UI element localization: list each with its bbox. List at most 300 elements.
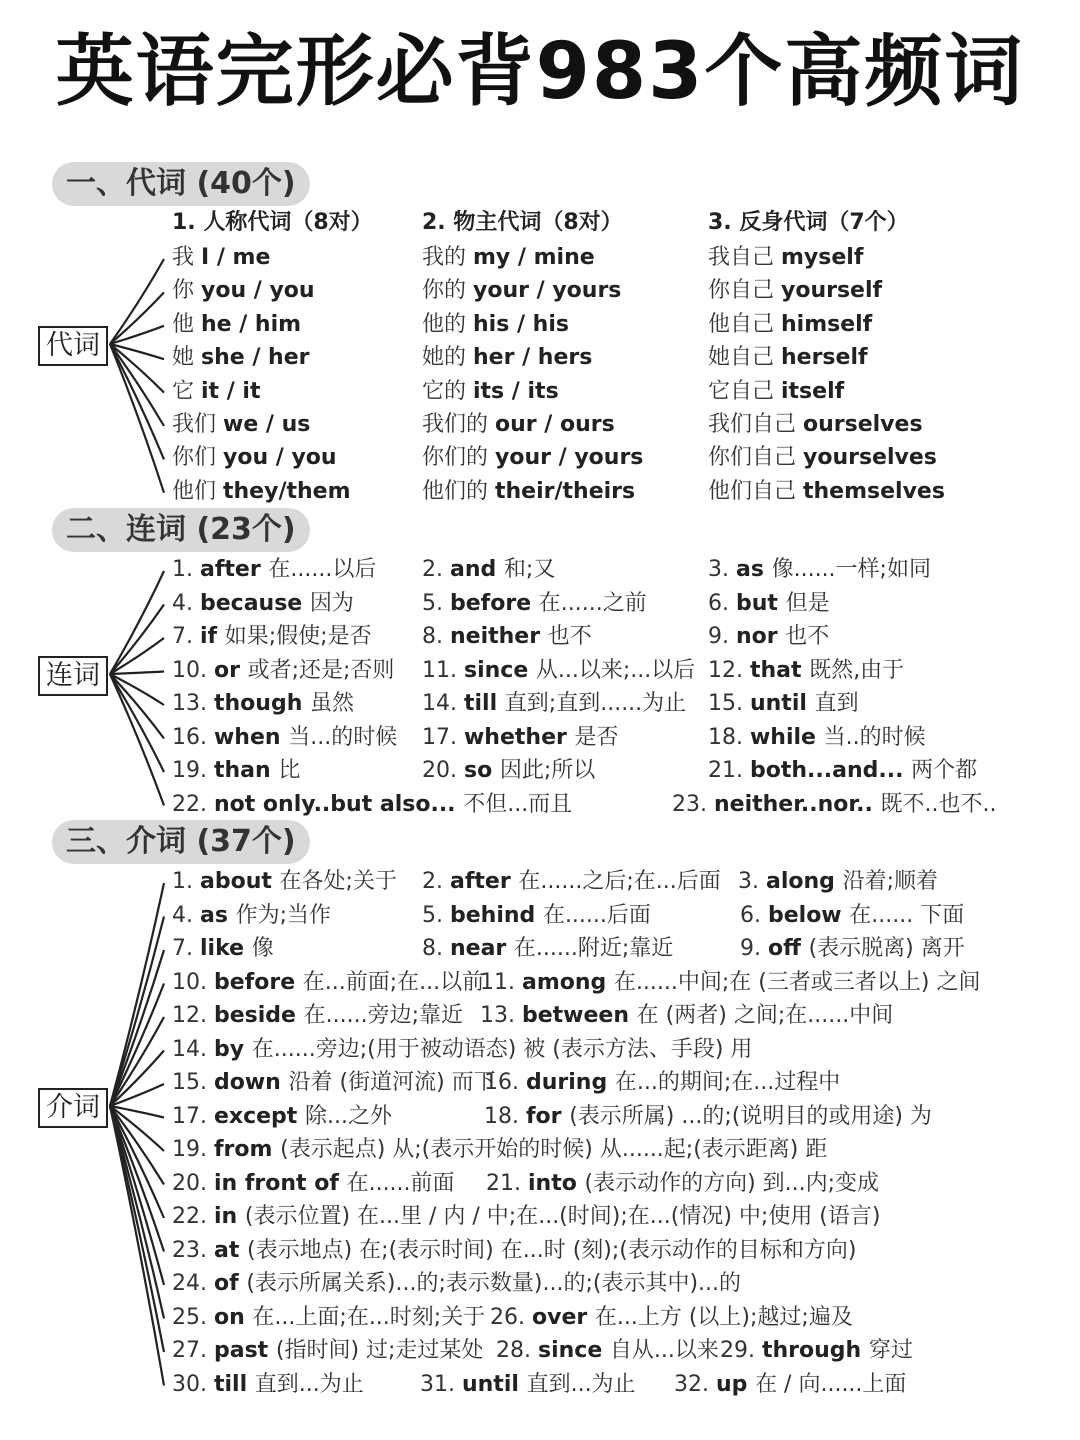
item-chinese: 她自己 bbox=[708, 345, 781, 371]
item-chinese: 在......前面 bbox=[346, 1170, 455, 1196]
item-number: 8. bbox=[422, 936, 450, 961]
item-chinese: 是否 bbox=[574, 724, 619, 750]
item-number: 17. bbox=[422, 724, 464, 750]
item-number: 19. bbox=[172, 1137, 214, 1162]
item-chinese: 在......中间;在 (三者或三者以上) 之间 bbox=[613, 969, 981, 995]
item-english: whether bbox=[463, 724, 575, 750]
item-chinese: 你自己 bbox=[708, 278, 781, 304]
item-chinese: 他 bbox=[172, 311, 201, 337]
item-english: until bbox=[461, 1371, 527, 1397]
item-number: 23. bbox=[672, 791, 714, 817]
item-number: 16. bbox=[172, 724, 214, 750]
item-chinese: 作为;当作 bbox=[235, 902, 332, 928]
section-heading-conjunctions: 二、连词 (23个) bbox=[52, 508, 310, 552]
item-english: our / ours bbox=[495, 412, 615, 437]
item-number: 19. bbox=[172, 758, 214, 783]
item-chinese: 在......附近;靠近 bbox=[513, 936, 674, 961]
column-header bbox=[708, 208, 909, 238]
list-item bbox=[674, 1370, 906, 1400]
item-english: I / me bbox=[201, 245, 271, 270]
item-english: not only..but also... bbox=[213, 791, 464, 817]
item-number: 22. bbox=[172, 791, 214, 817]
item-english: myself bbox=[781, 245, 864, 270]
list-item bbox=[708, 343, 868, 373]
item-chinese: 在......后面 bbox=[542, 902, 651, 928]
item-english: for bbox=[525, 1103, 570, 1129]
bracket-line bbox=[110, 674, 164, 806]
item-number: 21. bbox=[486, 1170, 528, 1196]
list-item bbox=[172, 723, 397, 753]
item-number: 3. bbox=[708, 557, 736, 582]
list-item bbox=[484, 1102, 932, 1132]
list-item bbox=[708, 756, 977, 786]
item-chinese: 我自己 bbox=[708, 245, 781, 270]
list-item bbox=[172, 343, 309, 373]
list-item bbox=[172, 555, 376, 585]
item-number: 22. bbox=[172, 1204, 214, 1229]
item-english: since bbox=[463, 657, 536, 683]
item-english: after bbox=[449, 869, 519, 894]
bracket-line bbox=[110, 950, 164, 1106]
item-english: because bbox=[199, 590, 310, 616]
item-english: you / you bbox=[201, 278, 315, 304]
bracket-line bbox=[110, 674, 164, 739]
item-english: after bbox=[199, 557, 269, 582]
item-number: 18. bbox=[708, 724, 750, 750]
item-english: as bbox=[735, 557, 772, 582]
column-header-text: 2. 物主代词（8对） bbox=[422, 210, 623, 235]
item-chinese: 我 bbox=[172, 245, 201, 270]
item-chinese: 我们的 bbox=[422, 412, 495, 437]
list-item bbox=[480, 1001, 893, 1031]
category-box-conjunctions: 连词 bbox=[38, 656, 108, 696]
item-chinese: 既然,由于 bbox=[809, 657, 905, 683]
item-english: himself bbox=[781, 311, 873, 337]
item-number: 29. bbox=[720, 1338, 762, 1363]
list-item bbox=[172, 377, 260, 407]
list-item bbox=[708, 656, 904, 686]
item-english: at bbox=[213, 1237, 248, 1263]
item-chinese: (表示所属关系)...的;表示数量)...的;(表示其中)...的 bbox=[246, 1271, 742, 1296]
item-chinese: 你的 bbox=[422, 278, 473, 304]
list-item bbox=[172, 1068, 496, 1098]
list-item bbox=[420, 1370, 636, 1400]
item-english: over bbox=[531, 1304, 595, 1330]
item-english: her / hers bbox=[473, 345, 593, 371]
list-item bbox=[172, 1303, 485, 1333]
item-english: they/them bbox=[223, 478, 351, 504]
item-chinese: 在......以后 bbox=[268, 557, 377, 582]
item-chinese: (表示地点) 在;(表示时间) 在...时 (刻);(表示动作的目标和方向) bbox=[247, 1237, 857, 1263]
item-chinese: 如果;假使;是否 bbox=[224, 624, 372, 649]
item-chinese: 他的 bbox=[422, 311, 473, 337]
list-item bbox=[422, 689, 686, 719]
item-chinese: 像 bbox=[251, 936, 274, 961]
item-number: 15. bbox=[172, 1070, 214, 1095]
item-number: 26. bbox=[490, 1304, 532, 1330]
item-english: while bbox=[749, 724, 824, 750]
item-number: 7. bbox=[172, 624, 200, 649]
item-english: nor bbox=[735, 624, 786, 649]
item-chinese: 在......之前 bbox=[538, 590, 647, 616]
item-number: 10. bbox=[172, 969, 214, 995]
item-number: 14. bbox=[422, 691, 464, 716]
bracket-line bbox=[110, 605, 164, 675]
item-english: and bbox=[449, 557, 504, 582]
item-number: 11. bbox=[422, 657, 464, 683]
item-english: neither bbox=[449, 624, 548, 649]
item-chinese: 因为 bbox=[309, 590, 354, 616]
item-number: 15. bbox=[708, 691, 750, 716]
bracket-line bbox=[110, 883, 164, 1106]
list-item bbox=[708, 555, 931, 585]
item-chinese: 和;又 bbox=[503, 557, 556, 582]
item-number: 20. bbox=[422, 758, 464, 783]
item-number: 2. bbox=[422, 557, 450, 582]
item-number: 12. bbox=[172, 1003, 214, 1028]
list-item bbox=[422, 622, 592, 652]
list-item bbox=[672, 790, 996, 820]
item-english: or bbox=[213, 657, 248, 683]
list-item bbox=[422, 477, 635, 507]
list-item bbox=[720, 1336, 913, 1366]
list-item bbox=[708, 477, 945, 507]
item-number: 24. bbox=[172, 1271, 214, 1296]
item-english: on bbox=[213, 1304, 253, 1330]
list-item bbox=[422, 656, 695, 686]
list-item bbox=[422, 243, 595, 273]
item-chinese: (指时间) 过;走过某处 bbox=[275, 1338, 484, 1363]
item-chinese: (表示所属) ...的;(说明目的或用途) 为 bbox=[569, 1103, 932, 1129]
item-chinese: 从...以来;...以后 bbox=[535, 657, 696, 683]
item-number: 13. bbox=[480, 1003, 522, 1028]
bracket-line bbox=[110, 1017, 164, 1106]
item-chinese: (表示起点) 从;(表示开始的时候) 从......起;(表示距离) 距 bbox=[280, 1137, 828, 1162]
list-item bbox=[422, 443, 643, 473]
list-item bbox=[422, 901, 651, 931]
bracket-line bbox=[110, 344, 164, 426]
item-number: 20. bbox=[172, 1170, 214, 1196]
item-number: 6. bbox=[740, 902, 768, 928]
item-english: its / its bbox=[473, 378, 559, 404]
item-chinese: 在...... 下面 bbox=[849, 902, 965, 928]
item-chinese: 它的 bbox=[422, 378, 473, 404]
list-item bbox=[172, 1135, 827, 1165]
item-chinese: 虽然 bbox=[310, 691, 355, 716]
item-number: 9. bbox=[708, 624, 736, 649]
item-english: beside bbox=[213, 1003, 304, 1028]
item-english: off bbox=[767, 936, 809, 961]
bracket-line bbox=[110, 344, 164, 359]
item-number: 6. bbox=[708, 590, 736, 616]
item-chinese: 也不 bbox=[785, 624, 830, 649]
item-number: 10. bbox=[172, 657, 214, 683]
item-chinese: 直到 bbox=[814, 691, 859, 716]
item-chinese: 沿着;顺着 bbox=[842, 869, 938, 894]
item-english: itself bbox=[781, 378, 845, 404]
item-chinese: 在...上方 (以上);越过;遍及 bbox=[594, 1304, 853, 1330]
item-english: along bbox=[765, 869, 843, 894]
list-item bbox=[422, 589, 647, 619]
list-item bbox=[422, 555, 555, 585]
item-number: 11. bbox=[480, 969, 522, 995]
list-item bbox=[172, 1102, 392, 1132]
item-chinese: 它 bbox=[172, 378, 201, 404]
item-chinese: 直到...为止 bbox=[254, 1371, 364, 1397]
item-english: by bbox=[213, 1036, 252, 1062]
item-number: 8. bbox=[422, 624, 450, 649]
bracket-line bbox=[110, 1106, 164, 1151]
list-item bbox=[172, 1370, 364, 1400]
item-number: 25. bbox=[172, 1304, 214, 1330]
item-chinese: 在 (两者) 之间;在......中间 bbox=[636, 1003, 894, 1028]
item-number: 23. bbox=[172, 1237, 214, 1263]
item-number: 4. bbox=[172, 590, 200, 616]
item-english: when bbox=[213, 724, 289, 750]
item-chinese: 自从...以来 bbox=[609, 1338, 719, 1363]
list-item bbox=[708, 443, 937, 473]
item-english: until bbox=[749, 691, 815, 716]
bracket-line bbox=[110, 638, 164, 674]
item-chinese: 你们 bbox=[172, 445, 223, 471]
item-number: 27. bbox=[172, 1338, 214, 1363]
bracket-line bbox=[110, 326, 164, 344]
item-chinese: 它自己 bbox=[708, 378, 781, 404]
item-number: 14. bbox=[172, 1036, 214, 1062]
item-chinese: 我们 bbox=[172, 412, 223, 437]
column-header bbox=[172, 208, 373, 238]
item-number: 2. bbox=[422, 869, 450, 894]
item-english: behind bbox=[449, 902, 543, 928]
bracket-line bbox=[110, 674, 164, 772]
list-item bbox=[422, 343, 592, 373]
list-item bbox=[422, 276, 621, 306]
list-item bbox=[172, 622, 372, 652]
item-english: near bbox=[449, 936, 514, 961]
list-item bbox=[172, 1035, 752, 1065]
item-number: 12. bbox=[708, 657, 750, 683]
item-english: neither..nor.. bbox=[713, 791, 881, 817]
bracket-line bbox=[110, 1106, 164, 1319]
list-item bbox=[708, 377, 844, 407]
list-item bbox=[708, 622, 829, 652]
bracket-line bbox=[110, 1106, 164, 1285]
item-number: 18. bbox=[484, 1103, 526, 1129]
item-english: yourself bbox=[781, 278, 883, 304]
item-chinese: 你们自己 bbox=[708, 445, 803, 471]
bracket-line bbox=[110, 344, 164, 393]
item-chinese: 比 bbox=[278, 758, 301, 783]
category-box-prepositions: 介词 bbox=[38, 1088, 108, 1128]
bracket-line bbox=[110, 571, 164, 674]
list-item bbox=[172, 443, 337, 473]
item-number: 28. bbox=[496, 1338, 538, 1363]
item-chinese: 在......旁边;(用于被动语态) 被 (表示方法、手段) 用 bbox=[251, 1036, 753, 1062]
list-item bbox=[422, 377, 559, 407]
item-chinese: 直到...为止 bbox=[526, 1371, 636, 1397]
item-english: your / yours bbox=[473, 278, 622, 304]
bracket-line bbox=[110, 672, 164, 675]
list-item bbox=[172, 1001, 463, 1031]
item-chinese: 你们的 bbox=[422, 445, 495, 471]
item-english: his / his bbox=[473, 311, 569, 337]
column-header-text: 1. 人称代词（8对） bbox=[172, 210, 373, 235]
list-item bbox=[172, 477, 351, 507]
item-chinese: 在各处;关于 bbox=[279, 869, 397, 894]
item-english: we / us bbox=[223, 412, 311, 437]
item-number: 3. bbox=[738, 869, 766, 894]
item-english: till bbox=[463, 691, 505, 716]
item-number: 31. bbox=[420, 1371, 462, 1397]
item-number: 1. bbox=[172, 869, 200, 894]
item-english: through bbox=[761, 1338, 869, 1363]
list-item bbox=[172, 1236, 856, 1266]
list-item bbox=[172, 1336, 483, 1366]
list-item bbox=[172, 756, 300, 786]
item-chinese: 像......一样;如同 bbox=[771, 557, 931, 582]
item-english: between bbox=[521, 1003, 637, 1028]
item-english: but bbox=[735, 590, 786, 616]
list-item bbox=[496, 1336, 719, 1366]
item-english: till bbox=[213, 1371, 255, 1397]
item-number: 30. bbox=[172, 1371, 214, 1397]
item-chinese: 既不..也不.. bbox=[880, 791, 997, 817]
item-english: before bbox=[213, 969, 303, 995]
list-item bbox=[172, 1202, 880, 1232]
bracket-line bbox=[110, 1106, 164, 1386]
item-english: than bbox=[213, 758, 279, 783]
item-number: 16. bbox=[484, 1070, 526, 1095]
item-english: about bbox=[199, 869, 280, 894]
item-english: in front of bbox=[213, 1170, 347, 1196]
list-item bbox=[708, 589, 830, 619]
bracket-line bbox=[110, 1106, 164, 1252]
item-chinese: 她 bbox=[172, 345, 201, 371]
item-chinese: 沿着 (街道河流) 而下 bbox=[288, 1070, 496, 1095]
item-english: my / mine bbox=[473, 245, 595, 270]
item-chinese: 也不 bbox=[547, 624, 592, 649]
list-item bbox=[422, 410, 615, 440]
item-english: below bbox=[767, 902, 850, 928]
item-english: he / him bbox=[201, 311, 302, 337]
item-chinese: 在...上面;在...时刻;关于 bbox=[252, 1304, 486, 1330]
list-item bbox=[738, 867, 938, 897]
list-item bbox=[172, 934, 274, 964]
item-number: 5. bbox=[422, 902, 450, 928]
list-item bbox=[708, 410, 923, 440]
bracket-line bbox=[110, 1106, 164, 1352]
item-chinese: 在......之后;在...后面 bbox=[518, 869, 721, 894]
list-item bbox=[422, 756, 595, 786]
item-english: into bbox=[527, 1170, 585, 1196]
item-english: she / her bbox=[201, 345, 310, 371]
bracket-line bbox=[110, 344, 164, 493]
item-chinese: 我的 bbox=[422, 245, 473, 270]
list-item bbox=[740, 901, 964, 931]
list-item bbox=[422, 867, 721, 897]
item-english: their/theirs bbox=[495, 478, 636, 504]
item-chinese: (表示脱离) 离开 bbox=[808, 936, 965, 961]
item-chinese: 在...前面;在...以前 bbox=[302, 969, 485, 995]
item-chinese: 她的 bbox=[422, 345, 473, 371]
bracket-line bbox=[110, 259, 164, 344]
item-chinese: 他们自己 bbox=[708, 478, 803, 504]
item-chinese: (表示位置) 在...里 / 内 / 中;在...(时间);在...(情况) 中;使用 (语言) bbox=[244, 1204, 881, 1229]
list-item bbox=[172, 968, 484, 998]
item-chinese: 在 / 向......上面 bbox=[755, 1371, 907, 1397]
list-item bbox=[172, 410, 310, 440]
bracket-line bbox=[110, 1051, 164, 1107]
bracket-line bbox=[110, 1106, 164, 1185]
list-item bbox=[490, 1303, 853, 1333]
item-number: 5. bbox=[422, 590, 450, 616]
item-number: 7. bbox=[172, 936, 200, 961]
list-item bbox=[486, 1169, 879, 1199]
list-item bbox=[708, 723, 926, 753]
bracket-line bbox=[110, 674, 164, 705]
list-item bbox=[172, 589, 354, 619]
list-item bbox=[484, 1068, 840, 1098]
list-item bbox=[172, 243, 270, 273]
item-number: 9. bbox=[740, 936, 768, 961]
item-english: herself bbox=[781, 345, 868, 371]
column-header-text: 3. 反身代词（7个） bbox=[708, 210, 909, 235]
item-english: past bbox=[213, 1338, 276, 1363]
list-item bbox=[708, 689, 859, 719]
item-english: during bbox=[525, 1070, 615, 1095]
item-chinese: 因此;所以 bbox=[499, 758, 596, 783]
item-english: up bbox=[715, 1371, 756, 1397]
item-english: of bbox=[213, 1271, 247, 1296]
item-chinese: 在......旁边;靠近 bbox=[303, 1003, 463, 1028]
list-item bbox=[172, 310, 301, 340]
item-english: among bbox=[521, 969, 614, 995]
item-chinese: (表示动作的方向) 到...内;变成 bbox=[584, 1170, 880, 1196]
list-item bbox=[480, 968, 980, 998]
item-english: in bbox=[213, 1204, 245, 1229]
item-english: themselves bbox=[803, 478, 945, 504]
item-number: 13. bbox=[172, 691, 214, 716]
list-item bbox=[172, 276, 315, 306]
bracket-line bbox=[110, 292, 164, 344]
item-chinese: 不但...而且 bbox=[463, 791, 573, 817]
item-english: if bbox=[199, 624, 225, 649]
list-item bbox=[172, 689, 354, 719]
item-chinese: 他们的 bbox=[422, 478, 495, 504]
list-item bbox=[422, 934, 673, 964]
item-chinese: 除...之外 bbox=[304, 1103, 392, 1129]
list-item bbox=[422, 310, 569, 340]
item-english: except bbox=[213, 1103, 305, 1129]
bracket-line bbox=[110, 1106, 164, 1218]
bracket-line bbox=[110, 1106, 164, 1118]
item-english: that bbox=[749, 657, 810, 683]
item-chinese: 我们自己 bbox=[708, 412, 803, 437]
item-chinese: 直到;直到......为止 bbox=[504, 691, 687, 716]
list-item bbox=[708, 310, 872, 340]
bracket-line bbox=[110, 344, 164, 459]
item-english: though bbox=[213, 691, 311, 716]
item-english: so bbox=[463, 758, 500, 783]
list-item bbox=[172, 1169, 455, 1199]
item-english: down bbox=[213, 1070, 289, 1095]
item-english: before bbox=[449, 590, 539, 616]
item-number: 32. bbox=[674, 1371, 716, 1397]
item-chinese: 但是 bbox=[785, 590, 830, 616]
list-item bbox=[740, 934, 965, 964]
item-chinese: 当...的时候 bbox=[288, 724, 398, 750]
item-english: it / it bbox=[201, 378, 261, 404]
